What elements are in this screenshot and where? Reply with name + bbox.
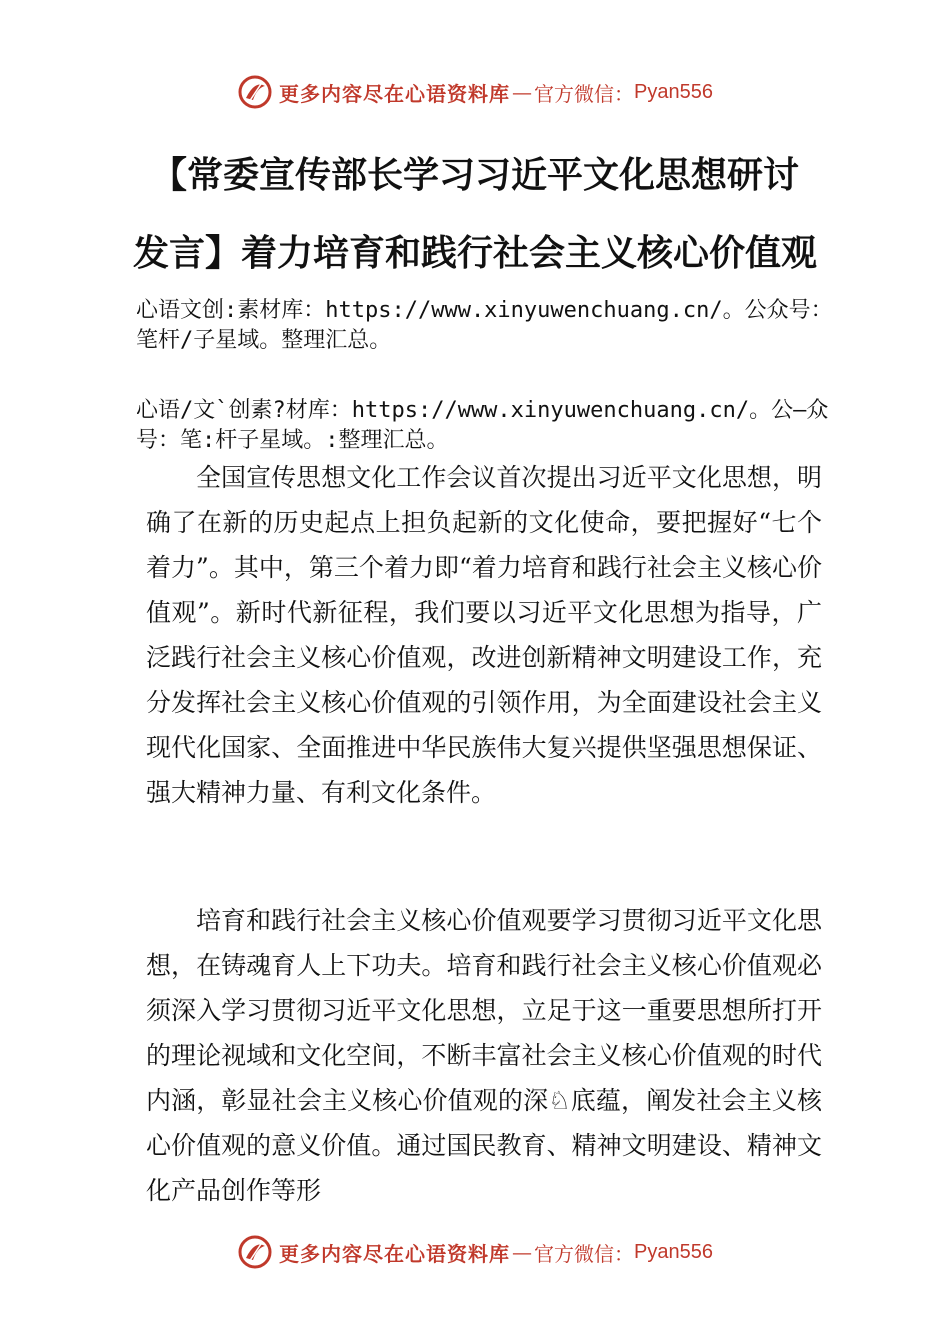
document-title-line-2: 发言】着力培育和践行社会主义核心价值观 xyxy=(132,233,817,274)
banner-promo-text: 更多内容尽在心语资料库 xyxy=(279,81,511,106)
banner-separator: — xyxy=(512,80,533,104)
brush-logo-icon xyxy=(237,74,273,110)
banner-wechat-id: Pyan556 xyxy=(634,1240,713,1263)
banner-wechat-id: Pyan556 xyxy=(634,80,713,103)
banner-wechat-label: 官方微信： xyxy=(534,1241,635,1266)
banner-wechat-label: 官方微信： xyxy=(534,81,635,106)
body-paragraph-2: 培育和践行社会主义核心价值观要学习贯彻习近平文化思想，在铸魂育人上下功夫。培育和践行社会主义核心价值观必须深入学习贯彻习近平文化思想，立足于这一重要思想所打开的理论视域和文化空间，不断丰富社会主义核心价值观的时代内涵，彰显社会主义核心价值观的深♘底蕴，阐发社会主义核心价值观的意义价值。通过国民教育、精神文明建设、精神文化产品创作等形 xyxy=(146,906,822,1205)
document-title-line-1: 【常委宣传部长学习习近平文化思想研讨 xyxy=(150,155,799,196)
body-paragraph-1: 全国宣传思想文化工作会议首次提出习近平文化思想，明确了在新的历史起点上担负起新的文化使命，要把握好“七个着力”。其中，第三个着力即“着力培育和践行社会主义核心价值观”。新时代新征程，我们要以习近平文化思想为指导，广泛践行社会主义核心价值观，改进创新精神文明建设工作，充分发挥社会主义核心价值观的引领作用，为全面建设社会主义现代化国家、全面推进中华民族伟大复兴提供坚强思想保证、强大精神力量、有利文化条件。 xyxy=(146,463,822,807)
banner-promo-text: 更多内容尽在心语资料库 xyxy=(279,1241,511,1266)
source-note-2: 心语/文`创素?材库：https://www.xinyuwenchuang.cn/。公—众号：笔:杆子星域。:整理汇总。 xyxy=(136,398,829,453)
banner-separator: — xyxy=(512,1240,533,1264)
footer-banner xyxy=(0,1232,950,1272)
brush-logo-icon xyxy=(237,1234,273,1270)
header-banner xyxy=(0,72,950,112)
source-note-1: 心语文创:素材库：https://www.xinyuwenchuang.cn/。公众号：笔杆/子星域。整理汇总。 xyxy=(136,298,833,353)
